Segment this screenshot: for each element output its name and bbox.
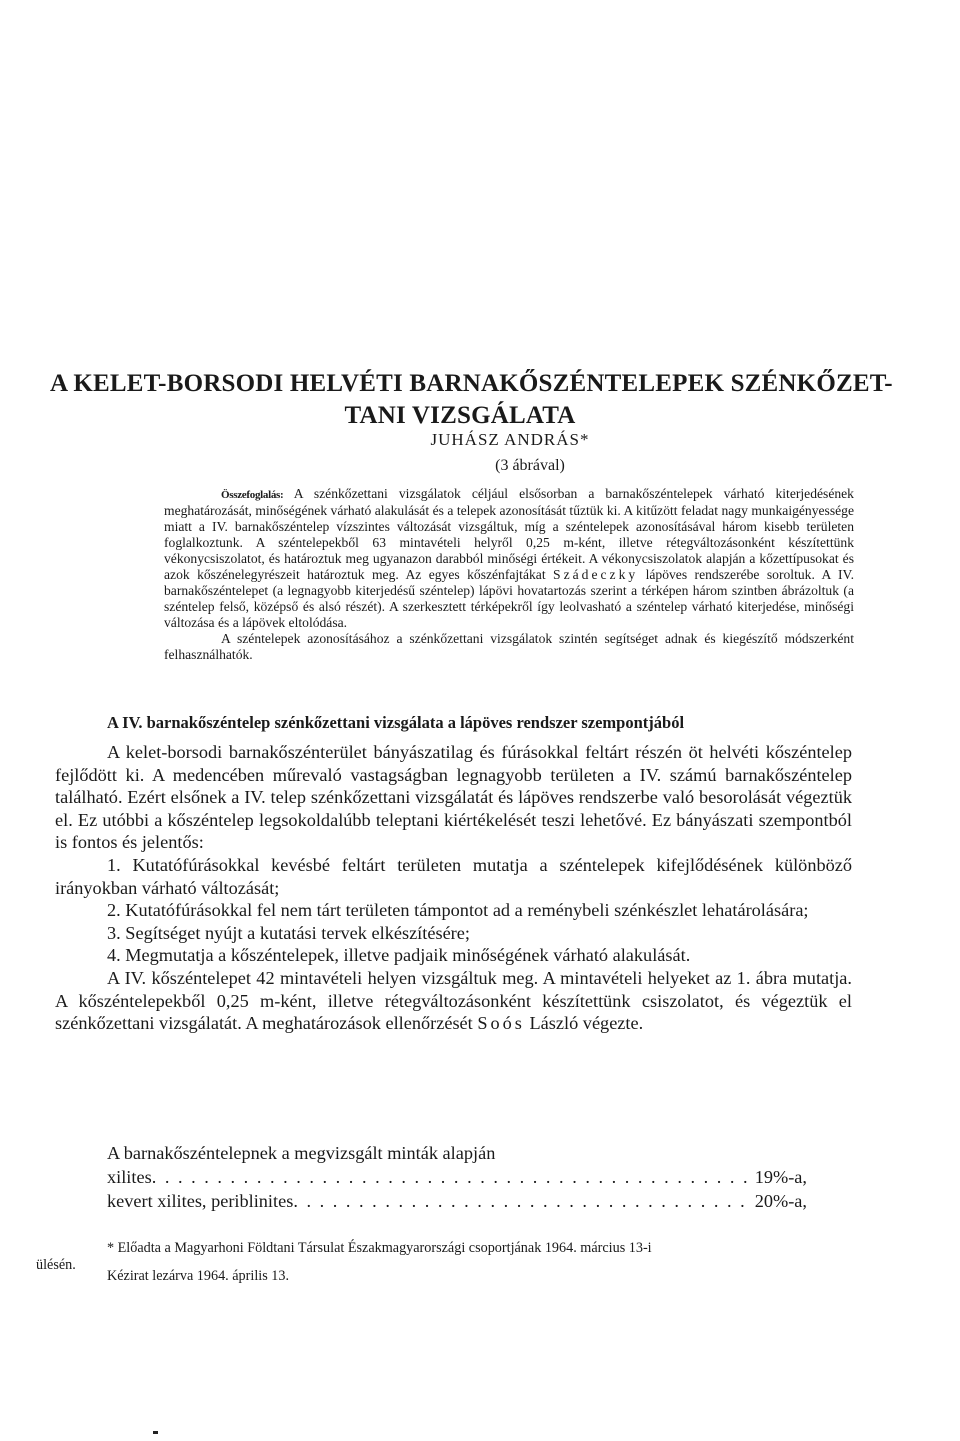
- abstract-paragraph-1: [164, 486, 854, 631]
- abstract-text-1: A szénkőzettani vizsgálatok céljául elsősorban a barnakőszéntelepek várható kiterjedésének meghatározását, minőségének várható alakulását és a telepek azonosítását tűztük ki. A kitűzött feladat nagy munkaigényessége miatt a IV. barnakőszéntelep vízszintes változását vizsgáltuk, míg a széntelepek azonosításával három kisebb területen foglalkoztunk. A széntelepekből 63 mintavételi helyről 0,25 m-ként, illetve rétegváltozásonként készítettünk vékonycsiszolatot, és határoztuk meg ugyanazon darabból minőségi értékeit. A vékonycsiszolatok alapján a kőzettípusokat és azok kőszénelegyrészeit határoztuk meg. Az egyes kőszénfajtákat: [164, 486, 854, 582]
- title-line-2: TANI VIZSGÁLATA: [344, 402, 576, 429]
- paper-title: [50, 368, 910, 432]
- list-item: 2. Kutatófúrásokkal fel nem tárt területen támpontot ad a reménybeli szénkészlet lehatárolására;: [107, 900, 809, 921]
- footnote-line-1: * Előadta a Magyarhoni Földtani Társulat Északmagyarországi csoportjának 1964. március 13-i: [107, 1240, 652, 1256]
- coal-composition-summary: [107, 1141, 807, 1213]
- body-paragraph-2-text: A IV. kőszéntelepet 42 mintavételi helyen vizsgáltuk meg. A mintavételi helyeket az 1. ábra mutatja. A kőszéntelepekből 0,25 m-ként, illetve rétegváltozásonként készítettünk csiszolatot, és végeztük el szénkőzettani vizsgálatát. A meghatározások ellenőrzését: [55, 967, 852, 1034]
- footnote-line-2: Kézirat lezárva 1964. április 13.: [107, 1268, 289, 1284]
- section-heading: A IV. barnakőszéntelep szénkőzettani vizsgálata a lápöves rendszer szempontjából: [107, 713, 685, 732]
- abstract-text-1-end: lápöves rendszerébe soroltuk. A IV. barnakőszéntelepet (a legnagyobb kiterjedésű széntelep) lápövi hovatartozás szerint a térképen három szintben ábrázoltuk (a széntelep felső, középső és alsó részét). A szerkesztett térképekről így leolvasható a széntelep várható kiterjedése, minőségi változása és a lápövek eltolódása.: [164, 567, 855, 630]
- summary-row-name: xilites: [107, 1167, 152, 1187]
- summary-row-value: 19%-a,: [754, 1167, 807, 1187]
- page-mark: [153, 1431, 158, 1434]
- summary-row-name: kevert xilites, periblinites: [107, 1191, 294, 1211]
- list-item: 4. Megmutatja a kőszéntelepek, illetve padjaik minőségének várható alakulását.: [107, 945, 691, 966]
- abstract-paragraph-2: A széntelepek azonosításához a szénkőzettani vizsgálatok szintén segítséget adnak és kiegészítő módszerként felhasználhatók.: [164, 631, 854, 662]
- list-item: 1. Kutatófúrásokkal kevésbé feltárt területen mutatja a széntelepek kifejlődésének különböző irányokban várható változását;: [55, 854, 852, 898]
- summary-row-value: 20%-a,: [754, 1191, 807, 1211]
- body-paragraph-1: A kelet-borsodi barnakőszénterület bányászatilag és fúrásokkal feltárt részén öt helvéti kőszéntelep fejlődött ki. A medencében műrevaló vastagságban legnagyobb területen a IV. számú barnakőszéntelep található. Ezért elsőnek a IV. telep szénkőzettani vizsgálatát és lápöves rendszerbe való besorolását végeztük el. Ez utóbbi a kőszéntelep legsokoldalúbb teleptani kiértékelését teszi lehetővé. Ez bányászati szempontból is fontos és jelentős:: [55, 742, 852, 853]
- abstract-label: Összefoglalás:: [221, 489, 284, 501]
- author-name: JUHÁSZ ANDRÁS*: [430, 430, 590, 449]
- footnote: [107, 1239, 867, 1286]
- body-text: [55, 741, 852, 1035]
- figures-note: (3 ábrával): [495, 457, 565, 474]
- body-paragraph-2: [55, 967, 852, 1035]
- summary-intro: A barnakőszéntelepnek a megvizsgált minták alapján: [107, 1143, 496, 1163]
- title-line-1: A KELET-BORSODI HELVÉTI BARNAKŐSZÉNTELEPEK SZÉNKŐZET-: [50, 370, 893, 397]
- abstract: [164, 486, 854, 663]
- footnote-line-1-tail: ülésén.: [36, 1257, 76, 1273]
- body-paragraph-2-end: László végezte.: [529, 1013, 644, 1034]
- abstract-author-ref: Szádeczky: [553, 567, 639, 582]
- dot-leader: [152, 1165, 747, 1189]
- dot-leader: [293, 1189, 746, 1213]
- person-ref: Soós: [477, 1013, 525, 1034]
- list-item: 3. Segítséget nyújt a kutatási tervek elkészítésére;: [107, 922, 470, 943]
- summary-row: [107, 1165, 807, 1189]
- summary-row: [107, 1189, 807, 1213]
